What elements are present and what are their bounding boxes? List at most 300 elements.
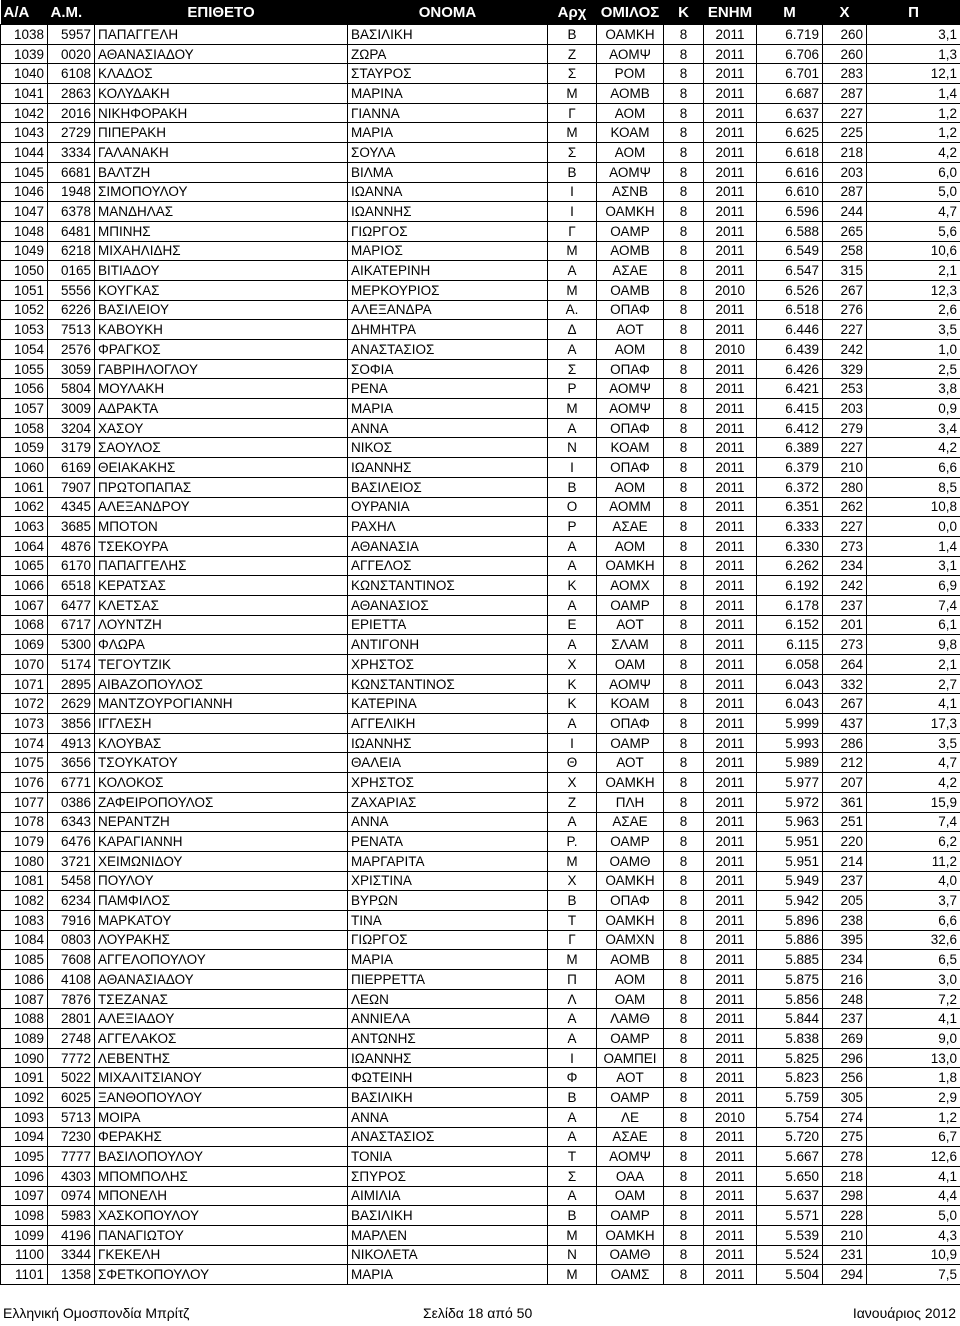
registration-year-cell: 2011	[704, 241, 757, 261]
m-value-cell: 6.701	[757, 64, 823, 84]
member-id-cell: 2801	[48, 1009, 95, 1029]
k-value-cell: 8	[664, 162, 704, 182]
x-value-cell: 260	[823, 25, 867, 45]
x-value-cell: 264	[823, 655, 867, 675]
member-id-cell: 3334	[48, 143, 95, 163]
row-index-cell: 1087	[1, 989, 48, 1009]
p-value-cell: 4,4	[867, 1186, 960, 1206]
footer-date: Ιανουάριος 2012	[852, 1305, 956, 1321]
k-value-cell: 8	[664, 1186, 704, 1206]
first-name-cell: ΓΙΩΡΓΟΣ	[348, 930, 548, 950]
row-index-cell: 1056	[1, 379, 48, 399]
k-value-cell: 8	[664, 1068, 704, 1088]
member-id-cell: 6169	[48, 458, 95, 478]
k-value-cell: 8	[664, 123, 704, 143]
surname-cell: ΞΑΝΘΟΠΟΥΛΟΥ	[95, 1088, 348, 1108]
p-value-cell: 2,1	[867, 261, 960, 281]
initial-cell: Α	[548, 1186, 597, 1206]
club-cell: ΑΟΜ	[597, 143, 664, 163]
row-index-cell: 1040	[1, 64, 48, 84]
member-id-cell: 5556	[48, 280, 95, 300]
x-value-cell: 227	[823, 320, 867, 340]
x-value-cell: 273	[823, 635, 867, 655]
surname-cell: ΤΕΓΟΥΤΖΙΚ	[95, 655, 348, 675]
x-value-cell: 256	[823, 1068, 867, 1088]
row-index-cell: 1089	[1, 1029, 48, 1049]
p-value-cell: 6,1	[867, 615, 960, 635]
registration-year-cell: 2011	[704, 1009, 757, 1029]
registration-year-cell: 2011	[704, 477, 757, 497]
registration-year-cell: 2011	[704, 261, 757, 281]
registration-year-cell: 2011	[704, 320, 757, 340]
club-cell: ΟΑΜΡ	[597, 595, 664, 615]
initial-cell: Α	[548, 812, 597, 832]
table-row	[1, 241, 960, 261]
table-row	[1, 64, 960, 84]
table-row	[1, 595, 960, 615]
first-name-cell: ΜΑΡΙΑ	[348, 950, 548, 970]
k-value-cell: 8	[664, 497, 704, 517]
club-cell: ΑΣΝΒ	[597, 182, 664, 202]
row-index-cell: 1101	[1, 1265, 48, 1285]
first-name-cell: ΚΩΝΣΤΑΝΤΙΝΟΣ	[348, 576, 548, 596]
initial-cell: Α	[548, 1009, 597, 1029]
surname-cell: ΧΑΣΟΥ	[95, 418, 348, 438]
club-cell: ΟΑΜΠΕΙ	[597, 1048, 664, 1068]
m-value-cell: 5.844	[757, 1009, 823, 1029]
m-value-cell: 5.504	[757, 1265, 823, 1285]
row-index-cell: 1088	[1, 1009, 48, 1029]
p-value-cell: 17,3	[867, 714, 960, 734]
p-value-cell: 4,7	[867, 202, 960, 222]
m-value-cell: 6.446	[757, 320, 823, 340]
club-cell: ΟΑΜΡ	[597, 1029, 664, 1049]
surname-cell: ΝΕΡΑΝΤΖΗ	[95, 812, 348, 832]
k-value-cell: 8	[664, 418, 704, 438]
x-value-cell: 269	[823, 1029, 867, 1049]
row-index-cell: 1039	[1, 44, 48, 64]
initial-cell: Ρ.	[548, 832, 597, 852]
registration-year-cell: 2011	[704, 418, 757, 438]
row-index-cell: 1099	[1, 1225, 48, 1245]
table-row	[1, 517, 960, 537]
p-value-cell: 3,5	[867, 733, 960, 753]
row-index-cell: 1096	[1, 1166, 48, 1186]
x-value-cell: 395	[823, 930, 867, 950]
club-cell: ΟΑΜΘ	[597, 1245, 664, 1265]
first-name-cell: ΓΙΑΝΝΑ	[348, 103, 548, 123]
member-id-cell: 6477	[48, 595, 95, 615]
member-id-cell: 0165	[48, 261, 95, 281]
x-value-cell: 231	[823, 1245, 867, 1265]
row-index-cell: 1097	[1, 1186, 48, 1206]
row-index-cell: 1051	[1, 280, 48, 300]
surname-cell: ΜΑΝΔΗΛΑΣ	[95, 202, 348, 222]
x-value-cell: 262	[823, 497, 867, 517]
m-value-cell: 6.192	[757, 576, 823, 596]
surname-cell: ΑΔΡΑΚΤΑ	[95, 399, 348, 419]
x-value-cell: 227	[823, 103, 867, 123]
table-row	[1, 340, 960, 360]
p-value-cell: 1,3	[867, 44, 960, 64]
row-index-cell: 1060	[1, 458, 48, 478]
table-row	[1, 832, 960, 852]
surname-cell: ΠΑΝΑΓΙΩΤΟΥ	[95, 1225, 348, 1245]
m-value-cell: 6.115	[757, 635, 823, 655]
registration-year-cell: 2011	[704, 753, 757, 773]
registration-year-cell: 2010	[704, 340, 757, 360]
m-value-cell: 5.885	[757, 950, 823, 970]
k-value-cell: 8	[664, 1245, 704, 1265]
initial-cell: Ν	[548, 1245, 597, 1265]
x-value-cell: 234	[823, 950, 867, 970]
p-value-cell: 8,5	[867, 477, 960, 497]
p-value-cell: 12,1	[867, 64, 960, 84]
p-value-cell: 1,2	[867, 103, 960, 123]
member-id-cell: 6343	[48, 812, 95, 832]
m-value-cell: 6.372	[757, 477, 823, 497]
m-value-cell: 5.650	[757, 1166, 823, 1186]
first-name-cell: ΙΩΑΝΝΗΣ	[348, 733, 548, 753]
x-value-cell: 315	[823, 261, 867, 281]
p-value-cell: 0,9	[867, 399, 960, 419]
member-id-cell: 0020	[48, 44, 95, 64]
x-value-cell: 283	[823, 64, 867, 84]
club-cell: ΚΟΑΜ	[597, 438, 664, 458]
k-value-cell: 8	[664, 1107, 704, 1127]
p-value-cell: 13,0	[867, 1048, 960, 1068]
table-row	[1, 733, 960, 753]
member-id-cell: 5174	[48, 655, 95, 675]
club-cell: ΟΑΜΧΝ	[597, 930, 664, 950]
k-value-cell: 8	[664, 694, 704, 714]
m-value-cell: 5.838	[757, 1029, 823, 1049]
header-row	[1, 0, 960, 25]
surname-cell: ΑΛΕΞΑΝΔΡΟΥ	[95, 497, 348, 517]
x-value-cell: 237	[823, 871, 867, 891]
row-index-cell: 1067	[1, 595, 48, 615]
k-value-cell: 8	[664, 458, 704, 478]
k-value-cell: 8	[664, 517, 704, 537]
initial-cell: Μ	[548, 851, 597, 871]
member-id-cell: 7876	[48, 989, 95, 1009]
initial-cell: Σ	[548, 64, 597, 84]
first-name-cell: ΒΑΣΙΛΙΚΗ	[348, 1088, 548, 1108]
first-name-cell: ΣΤΑΥΡΟΣ	[348, 64, 548, 84]
member-id-cell: 6378	[48, 202, 95, 222]
row-index-cell: 1062	[1, 497, 48, 517]
club-cell: ΑΟΜΨ	[597, 674, 664, 694]
surname-cell: ΛΟΥΡΑΚΗΣ	[95, 930, 348, 950]
club-cell: ΟΠΑΦ	[597, 359, 664, 379]
row-index-cell: 1093	[1, 1107, 48, 1127]
surname-cell: ΖΑΦΕΙΡΟΠΟΥΛΟΣ	[95, 792, 348, 812]
m-value-cell: 5.539	[757, 1225, 823, 1245]
registration-year-cell: 2011	[704, 438, 757, 458]
surname-cell: ΣΙΜΟΠΟΥΛΟΥ	[95, 182, 348, 202]
registration-year-cell: 2011	[704, 1088, 757, 1108]
row-index-cell: 1058	[1, 418, 48, 438]
row-index-cell: 1072	[1, 694, 48, 714]
member-id-cell: 6518	[48, 576, 95, 596]
m-value-cell: 6.625	[757, 123, 823, 143]
club-cell: ΟΑΜ	[597, 1186, 664, 1206]
m-value-cell: 5.993	[757, 733, 823, 753]
club-cell: ΟΑΜΣ	[597, 1265, 664, 1285]
registration-year-cell: 2011	[704, 655, 757, 675]
initial-cell: Ι	[548, 1048, 597, 1068]
member-id-cell: 6234	[48, 891, 95, 911]
initial-cell: Ι	[548, 733, 597, 753]
row-index-cell: 1080	[1, 851, 48, 871]
p-value-cell: 9,0	[867, 1029, 960, 1049]
club-cell: ΟΑΑ	[597, 1166, 664, 1186]
k-value-cell: 8	[664, 970, 704, 990]
registration-year-cell: 2011	[704, 399, 757, 419]
club-cell: ΟΑΜΚΗ	[597, 25, 664, 45]
k-value-cell: 8	[664, 753, 704, 773]
k-value-cell: 8	[664, 438, 704, 458]
club-cell: ΑΟΜΒ	[597, 84, 664, 104]
row-index-cell: 1041	[1, 84, 48, 104]
initial-cell: Κ	[548, 694, 597, 714]
p-value-cell: 2,5	[867, 359, 960, 379]
surname-cell: ΣΦΕΤΚΟΠΟΥΛΟΥ	[95, 1265, 348, 1285]
k-value-cell: 8	[664, 930, 704, 950]
p-value-cell: 1,0	[867, 340, 960, 360]
surname-cell: ΒΑΛΤΖΗ	[95, 162, 348, 182]
p-value-cell: 4,0	[867, 871, 960, 891]
p-value-cell: 1,2	[867, 1107, 960, 1127]
initial-cell: Μ	[548, 280, 597, 300]
row-index-cell: 1059	[1, 438, 48, 458]
first-name-cell: ΒΑΣΙΛΕΙΟΣ	[348, 477, 548, 497]
p-value-cell: 1,8	[867, 1068, 960, 1088]
registration-year-cell: 2011	[704, 714, 757, 734]
first-name-cell: ΡΕΝΑ	[348, 379, 548, 399]
club-cell: ΛΑΜΘ	[597, 1009, 664, 1029]
p-value-cell: 4,2	[867, 143, 960, 163]
club-cell: ΟΑΜ	[597, 655, 664, 675]
first-name-cell: ΙΩΑΝΝΗΣ	[348, 1048, 548, 1068]
m-value-cell: 6.526	[757, 280, 823, 300]
table-row	[1, 103, 960, 123]
registration-year-cell: 2011	[704, 891, 757, 911]
row-index-cell: 1098	[1, 1206, 48, 1226]
x-value-cell: 242	[823, 576, 867, 596]
x-value-cell: 248	[823, 989, 867, 1009]
registration-year-cell: 2011	[704, 1048, 757, 1068]
table-row	[1, 1147, 960, 1167]
p-value-cell: 4,3	[867, 1225, 960, 1245]
registration-year-cell: 2011	[704, 1186, 757, 1206]
k-value-cell: 8	[664, 891, 704, 911]
m-value-cell: 6.518	[757, 300, 823, 320]
row-index-cell: 1073	[1, 714, 48, 734]
club-cell: ΑΣΑΕ	[597, 517, 664, 537]
club-cell: ΟΑΜΚΗ	[597, 202, 664, 222]
initial-cell: Α.	[548, 300, 597, 320]
x-value-cell: 218	[823, 1166, 867, 1186]
x-value-cell: 267	[823, 694, 867, 714]
member-id-cell: 0386	[48, 792, 95, 812]
k-value-cell: 8	[664, 989, 704, 1009]
p-value-cell: 3,1	[867, 556, 960, 576]
club-cell: ΑΟΜ	[597, 103, 664, 123]
table-row	[1, 536, 960, 556]
x-value-cell: 210	[823, 1225, 867, 1245]
footer-organization: Ελληνική Ομοσπονδία Μπρίτζ	[3, 1305, 190, 1321]
initial-cell: Α	[548, 635, 597, 655]
surname-cell: ΜΙΧΑΗΛΙΔΗΣ	[95, 241, 348, 261]
row-index-cell: 1078	[1, 812, 48, 832]
first-name-cell: ΖΩΡΑ	[348, 44, 548, 64]
first-name-cell: ΡΑΧΗΛ	[348, 517, 548, 537]
member-id-cell: 5983	[48, 1206, 95, 1226]
m-value-cell: 6.588	[757, 221, 823, 241]
m-value-cell: 6.610	[757, 182, 823, 202]
initial-cell: Ρ	[548, 517, 597, 537]
club-cell: ΟΑΜΒ	[597, 280, 664, 300]
first-name-cell: ΣΟΦΙΑ	[348, 359, 548, 379]
m-value-cell: 5.896	[757, 910, 823, 930]
first-name-cell: ΑΙΚΑΤΕΡΙΝΗ	[348, 261, 548, 281]
surname-cell: ΤΣΕΖΑΝΑΣ	[95, 989, 348, 1009]
k-value-cell: 8	[664, 1048, 704, 1068]
registration-year-cell: 2011	[704, 1206, 757, 1226]
p-value-cell: 12,3	[867, 280, 960, 300]
initial-cell: Ι	[548, 458, 597, 478]
m-value-cell: 6.330	[757, 536, 823, 556]
member-id-cell: 3344	[48, 1245, 95, 1265]
surname-cell: ΚΛΟΥΒΑΣ	[95, 733, 348, 753]
initial-cell: Ο	[548, 497, 597, 517]
initial-cell: Α	[548, 1127, 597, 1147]
initial-cell: Τ	[548, 1147, 597, 1167]
row-index-cell: 1086	[1, 970, 48, 990]
k-value-cell: 8	[664, 320, 704, 340]
table-row	[1, 1206, 960, 1226]
surname-cell: ΠΑΠΑΓΓΕΛΗ	[95, 25, 348, 45]
initial-cell: Α	[548, 1107, 597, 1127]
row-index-cell: 1076	[1, 773, 48, 793]
p-value-cell: 12,6	[867, 1147, 960, 1167]
club-cell: ΣΛΑΜ	[597, 635, 664, 655]
x-value-cell: 212	[823, 753, 867, 773]
club-cell: ΑΟΜ	[597, 970, 664, 990]
col-member-id-header: Α.Μ.	[48, 0, 95, 25]
m-value-cell: 5.999	[757, 714, 823, 734]
registration-year-cell: 2011	[704, 1127, 757, 1147]
x-value-cell: 237	[823, 1009, 867, 1029]
member-id-cell: 4108	[48, 970, 95, 990]
table-row	[1, 280, 960, 300]
row-index-cell: 1100	[1, 1245, 48, 1265]
table-row	[1, 792, 960, 812]
table-row	[1, 1029, 960, 1049]
first-name-cell: ΡΕΝΑΤΑ	[348, 832, 548, 852]
x-value-cell: 203	[823, 162, 867, 182]
surname-cell: ΑΘΑΝΑΣΙΑΔΟΥ	[95, 44, 348, 64]
row-index-cell: 1048	[1, 221, 48, 241]
x-value-cell: 237	[823, 595, 867, 615]
club-cell: ΟΑΜΡ	[597, 832, 664, 852]
col-x-header: Χ	[823, 0, 867, 25]
first-name-cell: ΙΩΑΝΝΗΣ	[348, 202, 548, 222]
p-value-cell: 3,4	[867, 418, 960, 438]
initial-cell: Α	[548, 340, 597, 360]
table-row	[1, 84, 960, 104]
col-club-header: ΟΜΙΛΟΣ	[597, 0, 664, 25]
x-value-cell: 260	[823, 44, 867, 64]
initial-cell: Σ	[548, 359, 597, 379]
k-value-cell: 8	[664, 379, 704, 399]
m-value-cell: 5.951	[757, 851, 823, 871]
x-value-cell: 238	[823, 910, 867, 930]
initial-cell: Χ	[548, 773, 597, 793]
x-value-cell: 287	[823, 84, 867, 104]
first-name-cell: ΜΑΡΙΝΑ	[348, 84, 548, 104]
table-row	[1, 635, 960, 655]
club-cell: ΑΟΜΒ	[597, 950, 664, 970]
club-cell: ΟΠΑΦ	[597, 300, 664, 320]
first-name-cell: ΜΑΡΙΑ	[348, 1265, 548, 1285]
initial-cell: Μ	[548, 950, 597, 970]
m-value-cell: 5.942	[757, 891, 823, 911]
m-value-cell: 6.719	[757, 25, 823, 45]
x-value-cell: 242	[823, 340, 867, 360]
registration-year-cell: 2011	[704, 832, 757, 852]
registration-year-cell: 2011	[704, 536, 757, 556]
club-cell: ΑΟΤ	[597, 615, 664, 635]
table-body	[1, 25, 960, 1285]
p-value-cell: 1,4	[867, 84, 960, 104]
initial-cell: Μ	[548, 399, 597, 419]
registration-year-cell: 2011	[704, 1166, 757, 1186]
p-value-cell: 0,0	[867, 517, 960, 537]
k-value-cell: 8	[664, 1009, 704, 1029]
surname-cell: ΒΙΤΙΑΔΟΥ	[95, 261, 348, 281]
member-id-cell: 2729	[48, 123, 95, 143]
member-id-cell: 4196	[48, 1225, 95, 1245]
k-value-cell: 8	[664, 280, 704, 300]
surname-cell: ΜΠΟΤΟΝ	[95, 517, 348, 537]
page-footer	[0, 1303, 960, 1325]
x-value-cell: 361	[823, 792, 867, 812]
m-value-cell: 5.667	[757, 1147, 823, 1167]
col-m-header: Μ	[757, 0, 823, 25]
first-name-cell: ΑΝΤΩΝΗΣ	[348, 1029, 548, 1049]
first-name-cell: ΟΥΡΑΝΙΑ	[348, 497, 548, 517]
member-id-cell: 0803	[48, 930, 95, 950]
col-registration-header: ΕΝΗΜ	[704, 0, 757, 25]
initial-cell: Ν	[548, 438, 597, 458]
table-row	[1, 773, 960, 793]
initial-cell: Γ	[548, 103, 597, 123]
table-row	[1, 438, 960, 458]
m-value-cell: 5.989	[757, 753, 823, 773]
x-value-cell: 275	[823, 1127, 867, 1147]
club-cell: ΑΟΤ	[597, 320, 664, 340]
m-value-cell: 6.043	[757, 694, 823, 714]
table-row	[1, 359, 960, 379]
m-value-cell: 6.549	[757, 241, 823, 261]
table-row	[1, 753, 960, 773]
m-value-cell: 5.823	[757, 1068, 823, 1088]
initial-cell: Χ	[548, 871, 597, 891]
x-value-cell: 234	[823, 556, 867, 576]
first-name-cell: ΣΟΥΛΑ	[348, 143, 548, 163]
